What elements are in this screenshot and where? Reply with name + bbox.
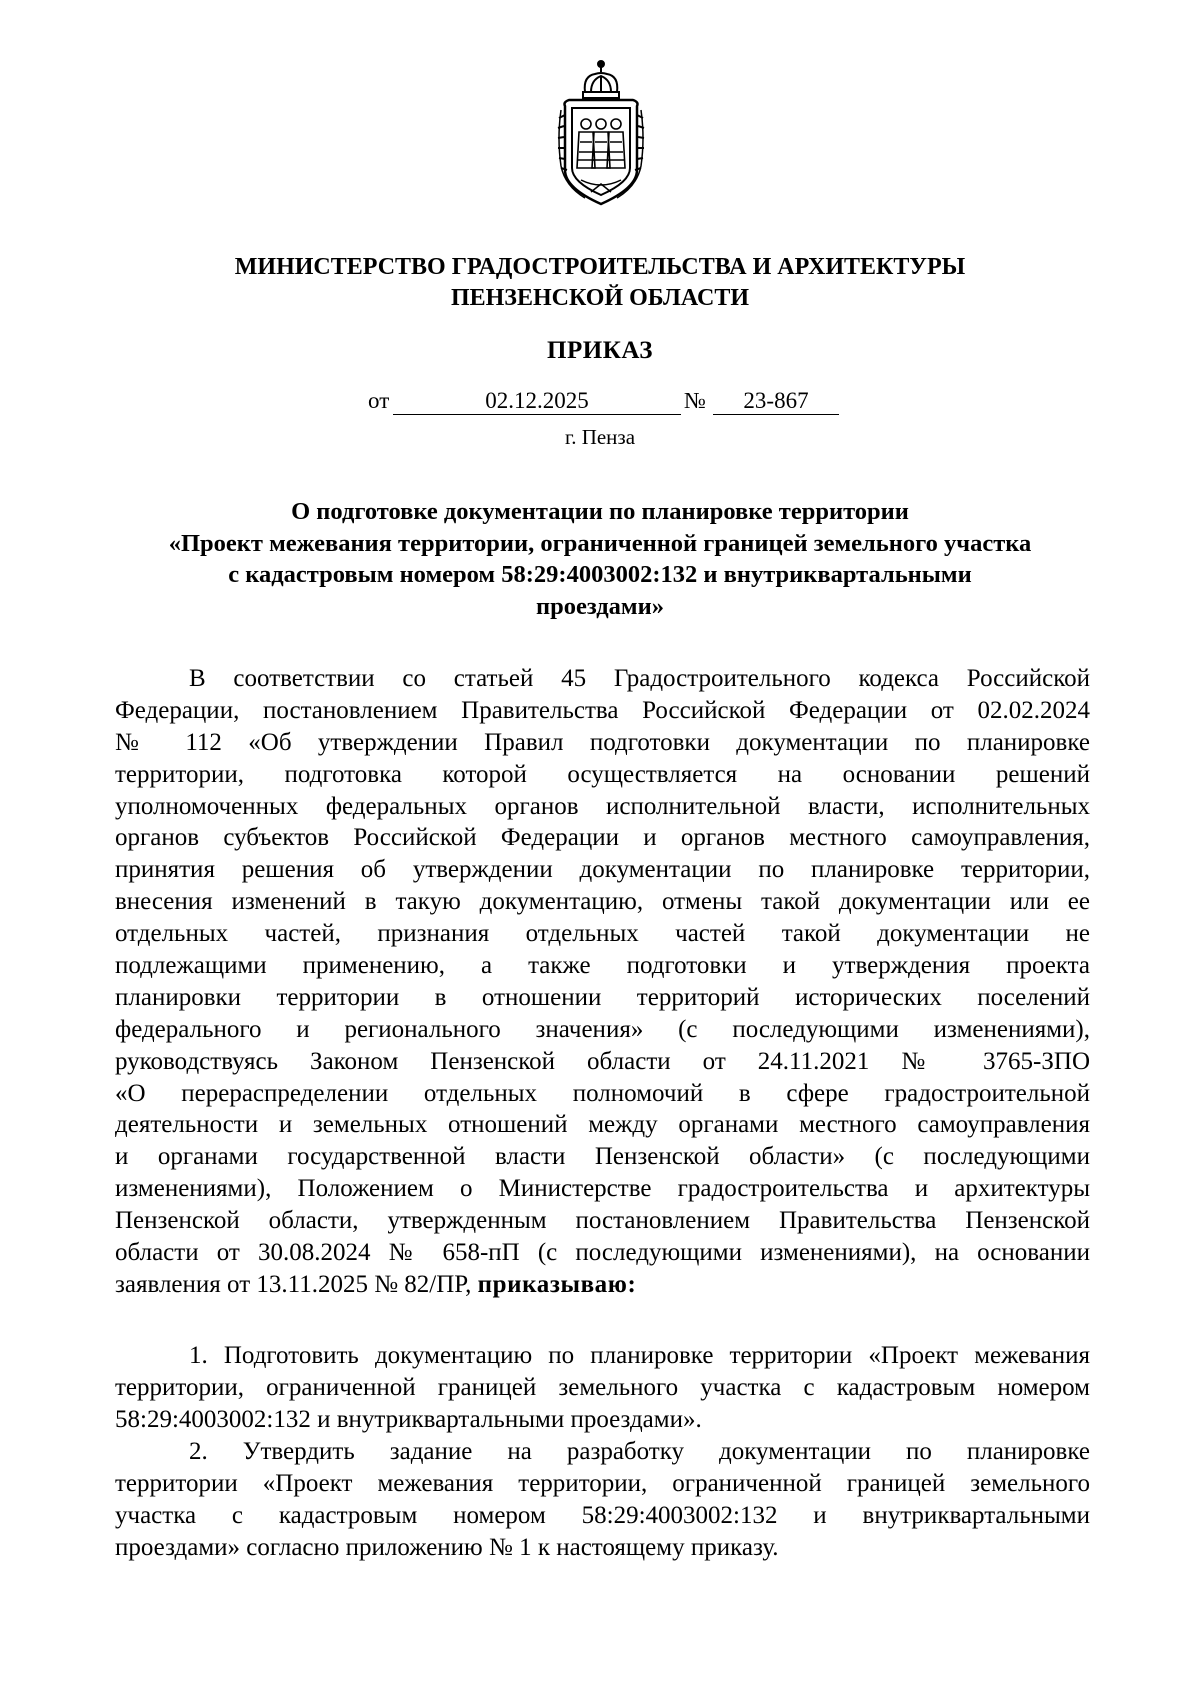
text-line: 58:29:4003002:132 и внутриквартальными проездами». [115,1405,702,1433]
text-line: В соответствии со статьей 45 Градостроительного кодекса Российской [189,665,1090,692]
order-item-2 [115,1436,1090,1564]
penza-oblast-coat-of-arms-icon [555,58,647,210]
text-line: территории, подготовка которой осуществляется на основании решений [115,760,1090,788]
text-line: участка с кадастровым номером 58:29:4003002:132 и внутриквартальными [115,1501,1090,1529]
order-verb: приказываю: [477,1270,637,1298]
subject-line: «Проект межевания территории, ограниченной границей земельного участка [168,529,1032,557]
text-line: уполномоченных федеральных органов исполнительной власти, исполнительных [115,792,1090,820]
text-line: «О перераспределении отдельных полномочий в сфере градостроительной [115,1079,1090,1107]
text-line: территории «Проект межевания территории, ограниченной границей земельного [115,1469,1090,1497]
text-line: федерального и регионального значения» (с последующими изменениями), [115,1015,1090,1043]
text-line: руководствуясь Законом Пензенской области от 24.11.2021 № 3765-ЗПО [115,1047,1090,1075]
text-line: области от 30.08.2024 № 658-пП (с последующими изменениями), на основании [115,1239,1090,1267]
text-line: внесения изменений в такую документацию, отмены такой документации или ее [115,888,1090,916]
ministry-name-line-1: МИНИСТЕРСТВО ГРАДОСТРОИТЕЛЬСТВА И АРХИТЕКТУРЫ [234,254,966,280]
subject-line: с кадастровым номером 58:29:4003002:132 и внутриквартальными [228,561,972,588]
subject-line: О подготовке документации по планировке территории [291,498,909,525]
document-type-title: ПРИКАЗ [547,337,653,364]
text-line: 2. Утвердить задание на разработку документации по планировке [189,1438,1090,1465]
date-label: от [368,388,390,413]
ministry-name [0,252,1200,314]
preamble-paragraph [115,663,1090,1301]
ministry-name-line-2: ПЕНЗЕНСКОЙ ОБЛАСТИ [450,285,750,311]
order-item-1 [115,1340,1090,1436]
order-subject [110,496,1090,622]
text-line-tail: заявления от 13.11.2025 № 82/ПР, [115,1270,472,1298]
text-line: подлежащими применению, а также подготовки и утверждения проекта [115,952,1090,980]
order-date: 02.12.2025 [393,387,681,415]
text-line: принятия решения об утверждении документации по планировке территории, [115,856,1090,884]
text-line-last [115,1269,1090,1301]
number-label: № [684,388,706,413]
text-line: органов субъектов Российской Федерации и органов местного самоуправления, [115,824,1090,852]
text-line: Федерации, постановлением Правительства Российской Федерации от 02.02.2024 [115,696,1090,724]
text-line: отдельных частей, признания отдельных частей такой документации не [115,920,1090,948]
order-number: 23-867 [713,387,839,415]
text-line: планировки территории в отношении территорий исторических поселений [115,983,1090,1011]
text-line: № 112 «Об утверждении Правил подготовки документации по планировке [115,728,1090,756]
subject-line: проездами» [536,592,664,620]
city: г. Пенза [564,425,636,449]
text-line: Пензенской области, утвержденным постановлением Правительства Пензенской [115,1207,1090,1235]
text-line: проездами» согласно приложению № 1 к настоящему приказу. [115,1533,779,1561]
text-line: изменениями), Положением о Министерстве градостроительства и архитектуры [115,1175,1090,1203]
text-line: деятельности и земельных отношений между органами местного самоуправления [115,1111,1090,1139]
text-line: 1. Подготовить документацию по планировке территории «Проект межевания [189,1342,1090,1369]
text-line: территории, ограниченной границей земельного участка с кадастровым номером [115,1373,1090,1401]
text-line: и органами государственной власти Пензенской области» (с последующими [115,1143,1090,1171]
